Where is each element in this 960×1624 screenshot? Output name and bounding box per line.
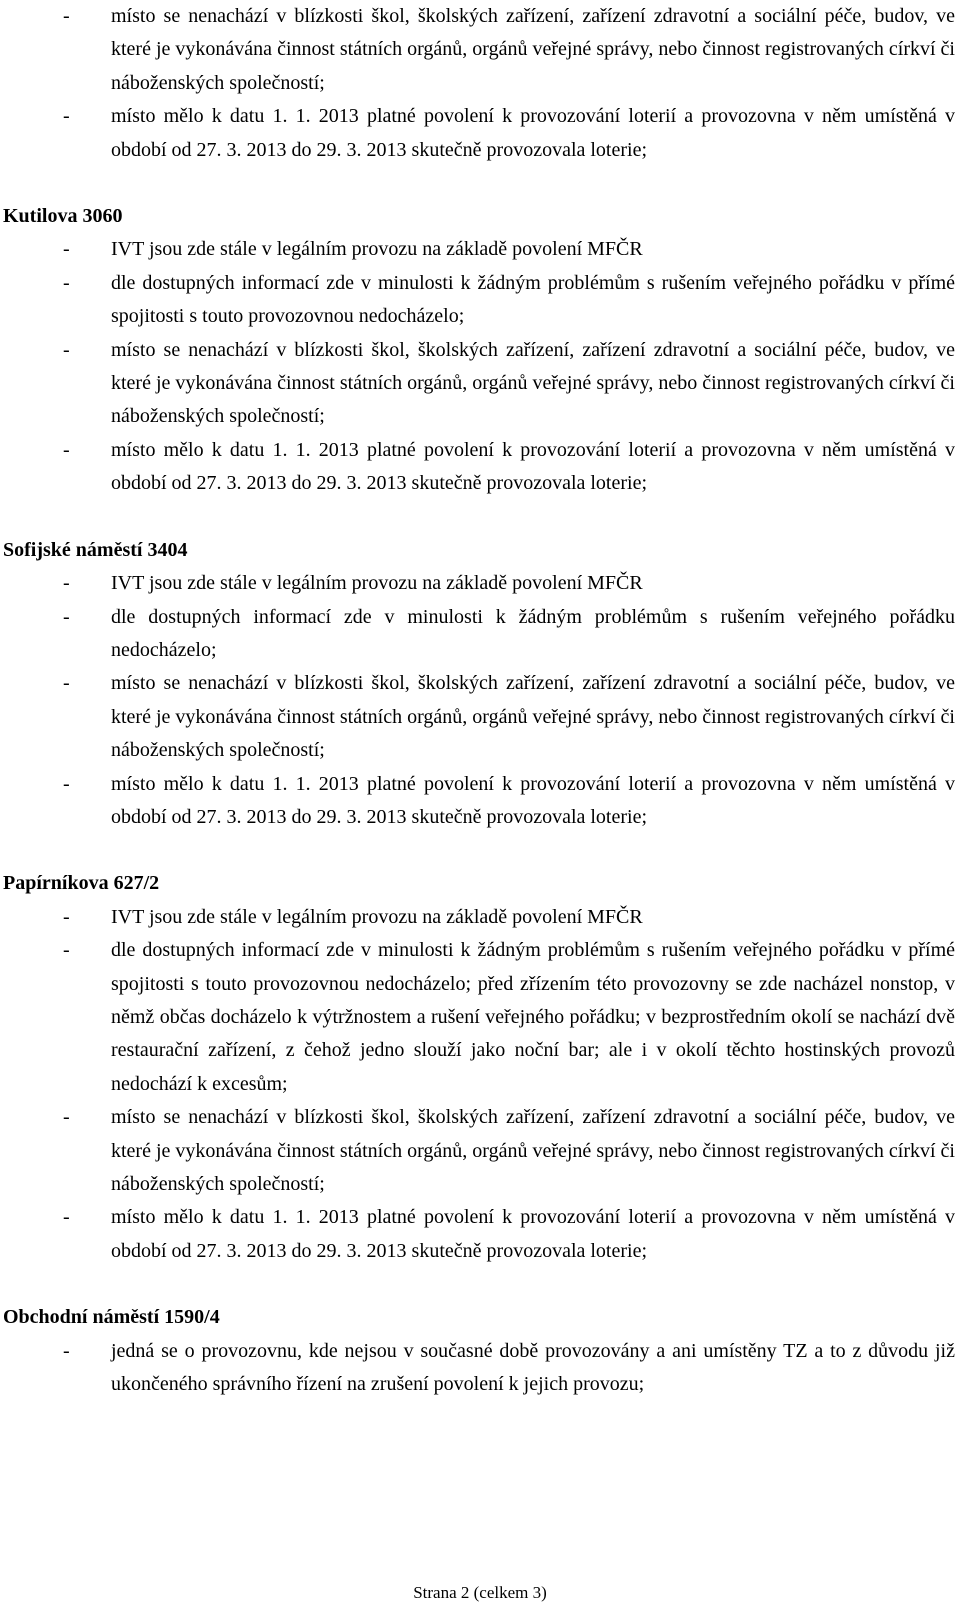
list-item — [3, 434, 955, 501]
list-item — [3, 901, 955, 934]
list-item — [3, 233, 955, 266]
list-item — [3, 1101, 955, 1201]
list-item-text: IVT jsou zde stále v legálním provozu na základě povolení MFČR — [111, 572, 643, 595]
section-heading: Obchodní náměstí 1590/4 — [3, 1306, 220, 1329]
list-item — [3, 1335, 955, 1402]
list-item — [3, 100, 955, 167]
intro-list — [3, 0, 955, 167]
bullet-dash: - — [63, 1106, 70, 1129]
list-item-text: dle dostupných informací zde v minulosti k žádným problémům s rušením veřejného pořádku v přímé spojitosti s touto provozovnou nedocházelo; před zřízením této provozovny se zde nacházel nonstop, v němž občas docházelo k výtržnostem a rušení veřejného pořádku; v bezprostředním okolí se nachází dvě restaurační zařízení, z čehož jedno slouží jako noční bar; ale i v okolí těchto hostinských provozů nedochází k excesům; — [111, 939, 955, 1095]
bullet-dash: - — [63, 271, 70, 294]
bullet-dash: - — [63, 672, 70, 695]
list-item-text: místo mělo k datu 1. 1. 2013 platné povolení k provozování loterií a provozovna v něm umístěná v období od 27. 3. 2013 do 29. 3. 2013 skutečně provozovala loterie; — [111, 772, 955, 828]
bullet-dash: - — [63, 438, 70, 461]
list-item — [3, 267, 955, 334]
list-item-text: dle dostupných informací zde v minulosti k žádným problémům s rušením veřejného pořádku v přímé spojitosti s touto provozovnou nedocházelo; — [111, 271, 955, 328]
list-item — [3, 334, 955, 434]
list-item-text: dle dostupných informací zde v minulosti k žádným problémům s rušením veřejného pořádku nedocházelo; — [111, 605, 955, 661]
list-item — [3, 567, 955, 600]
section-heading: Kutilova 3060 — [3, 205, 123, 228]
section-heading: Papírníkova 627/2 — [3, 872, 160, 895]
bullet-dash: - — [63, 905, 70, 928]
section-obchodni-namesti — [3, 1301, 955, 1401]
list-item-text: místo mělo k datu 1. 1. 2013 platné povolení k provozování loterií a provozovna v něm umístěná v období od 27. 3. 2013 do 29. 3. 2013 skutečně provozovala loterie; — [111, 1206, 955, 1262]
list-item-text: místo mělo k datu 1. 1. 2013 platné povolení k provozování loterií a provozovna v něm umístěná v období od 27. 3. 2013 do 29. 3. 2013 skutečně provozovala loterie; — [111, 105, 955, 161]
document-body — [3, 0, 955, 1401]
list-item — [3, 1201, 955, 1268]
bullet-dash: - — [63, 939, 70, 962]
bullet-dash: - — [63, 105, 70, 128]
list-item — [3, 667, 955, 767]
section-papirnikova — [3, 867, 955, 1268]
list-item — [3, 0, 955, 100]
list-item-text: místo se nenachází v blízkosti škol, školských zařízení, zařízení zdravotní a sociální péče, budov, ve které je vykonávána činnost státních orgánů, orgánů veřejné správy, nebo činnost registrovaných církví či náboženských společností; — [111, 338, 955, 428]
list-item-text: místo se nenachází v blízkosti škol, školských zařízení, zařízení zdravotní a sociální péče, budov, ve které je vykonávána činnost státních orgánů, orgánů veřejné správy, nebo činnost registrovaných církví či náboženských společností; — [111, 672, 955, 762]
list-item — [3, 934, 955, 1101]
list-item-text: místo se nenachází v blízkosti škol, školských zařízení, zařízení zdravotní a sociální péče, budov, ve které je vykonávána činnost státních orgánů, orgánů veřejné správy, nebo činnost registrovaných církví či náboženských společností; — [111, 5, 955, 94]
list-item — [3, 601, 955, 668]
bullet-dash: - — [63, 605, 70, 628]
list-item-text: místo mělo k datu 1. 1. 2013 platné povolení k provozování loterií a provozovna v něm umístěná v období od 27. 3. 2013 do 29. 3. 2013 skutečně provozovala loterie; — [111, 438, 955, 495]
bullet-dash: - — [63, 1206, 70, 1229]
bullet-dash: - — [63, 772, 70, 795]
list-item-text: jedná se o provozovnu, kde nejsou v současné době provozovány a ani umístěny TZ a to z důvodu již ukončeného správního řízení na zrušení povolení k jejich provozu; — [111, 1339, 955, 1396]
section-sofijske-namesti — [3, 534, 955, 835]
list-item-text: místo se nenachází v blízkosti škol, školských zařízení, zařízení zdravotní a sociální péče, budov, ve které je vykonávána činnost státních orgánů, orgánů veřejné správy, nebo činnost registrovaných církví či náboženských společností; — [111, 1106, 955, 1195]
bullet-dash: - — [63, 238, 70, 261]
list-item — [3, 768, 955, 835]
list-item-text: IVT jsou zde stále v legálním provozu na základě povolení MFČR — [111, 905, 643, 928]
bullet-dash: - — [63, 572, 70, 595]
bullet-dash: - — [63, 5, 70, 27]
list-item-text: IVT jsou zde stále v legálním provozu na základě povolení MFČR — [111, 238, 643, 261]
section-heading: Sofijské náměstí 3404 — [3, 538, 188, 561]
page-number-footer: Strana 2 (celkem 3) — [413, 1583, 547, 1602]
section-kutilova — [3, 200, 955, 501]
bullet-dash: - — [63, 338, 70, 361]
bullet-dash: - — [63, 1339, 70, 1362]
